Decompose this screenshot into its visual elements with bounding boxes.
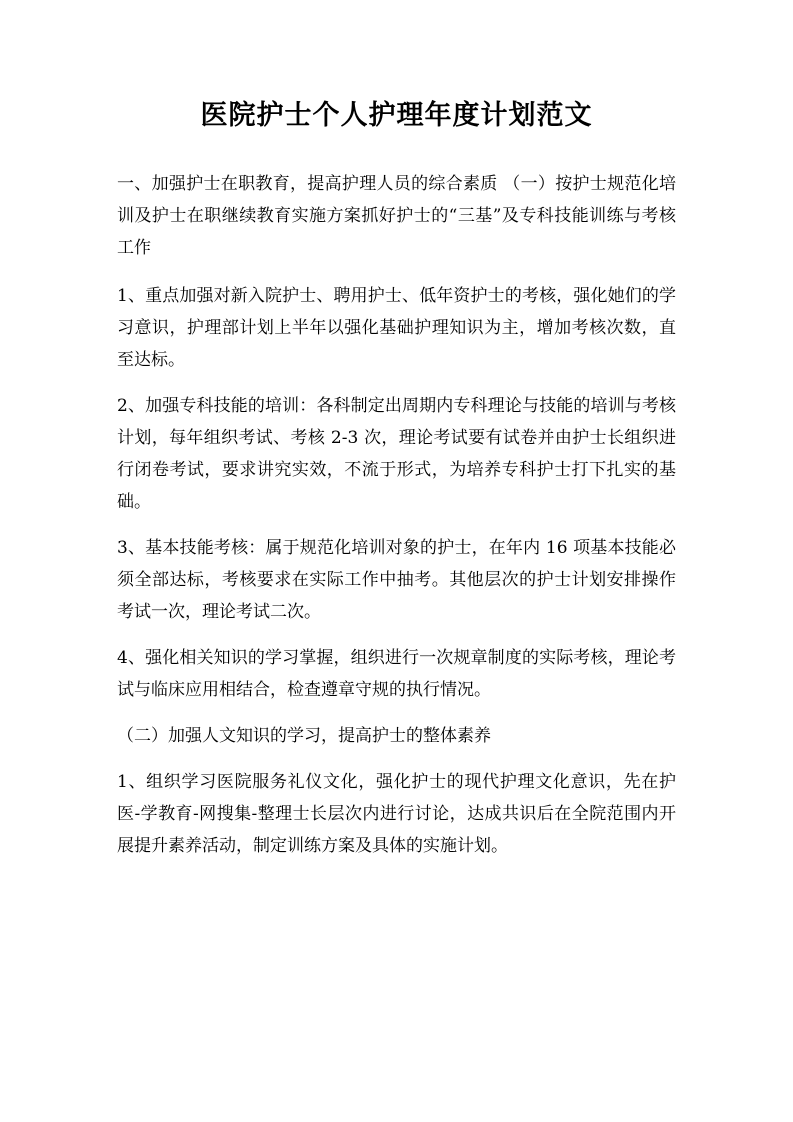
- paragraph-item-4: 4、强化相关知识的学习掌握，组织进行一次规章制度的实际考核，理论考试与临床应用相结合，检查遵章守规的执行情况。: [117, 648, 676, 700]
- paragraph-section-one-heading: 一、加强护士在职教育，提高护理人员的综合素质 （一）按护士规范化培训及护士在职继续教育实施方案抓好护士的“三基”及专科技能训练与考核工作: [117, 174, 676, 258]
- document-title: 医院护士个人护理年度计划范文: [200, 100, 593, 131]
- paragraph-subsection-two-item-1: 1、组织学习医院服务礼仪文化，强化护士的现代护理文化意识，先在护医-学教育-网搜集-整理士长层次内进行讨论，达成共识后在全院范围内开展提升素养活动，制定训练方案及具体的实施计划。: [117, 772, 676, 856]
- paragraph-item-2: 2、加强专科技能的培训：各科制定出周期内专科理论与技能的培训与考核计划，每年组织考试、考核 2-3 次，理论考试要有试卷并由护士长组织进行闭卷考试，要求讲究实效，不流于形式，为培养专科护士打下扎实的基础。: [117, 396, 676, 512]
- paragraph-item-1: 1、重点加强对新入院护士、聘用护士、低年资护士的考核，强化她们的学习意识，护理部计划上半年以强化基础护理知识为主，增加考核次数，直至达标。: [117, 286, 676, 370]
- paragraph-item-3: 3、基本技能考核：属于规范化培训对象的护士，在年内 16 项基本技能必须全部达标，考核要求在实际工作中抽考。其他层次的护士计划安排操作考试一次，理论考试二次。: [117, 538, 676, 622]
- paragraph-subsection-two-heading: （二）加强人文知识的学习，提高护士的整体素养: [117, 726, 491, 746]
